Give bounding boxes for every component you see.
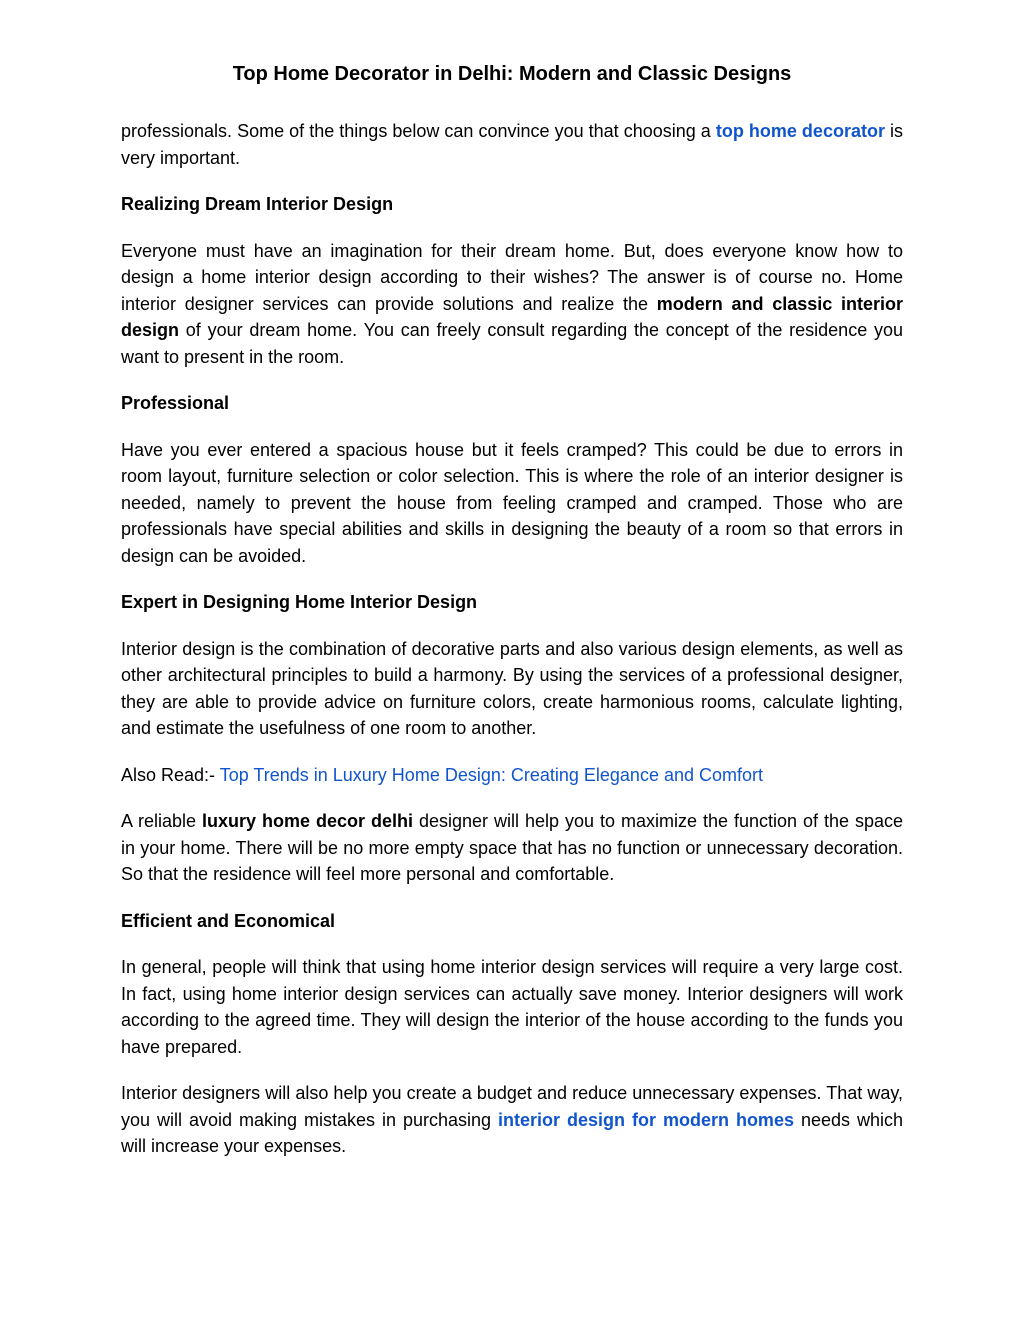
intro-paragraph	[121, 118, 903, 171]
heading-dream-interior: Realizing Dream Interior Design	[121, 194, 394, 214]
budget-text-end: needs which will increase your expenses.	[121, 1109, 903, 1156]
also-read-link[interactable]: Top Trends in Luxury Home Design: Creating Elegance and Comfort	[219, 764, 763, 785]
professional-paragraph: Have you ever entered a spacious house but it feels cramped? This could be due to errors in room layout, furniture selection or color selection. This is where the role of an interior designer is needed, namely to prevent the house from feeling cramped and cramped. Those who are professionals have special abilities and skills in designing the beauty of a room so that errors in design can be avoided.	[121, 439, 903, 566]
page-title: Top Home Decorator in Delhi: Modern and Classic Designs	[232, 63, 792, 85]
dream-text-start: Everyone must have an imagination for their dream home. But, does everyone know how to design a home interior design according to their wishes? The answer is of course no. Home interior designer services can provide solutions and realize the	[121, 240, 903, 314]
also-read-line	[121, 762, 903, 789]
top-home-decorator-link[interactable]: top home decorator	[715, 121, 885, 141]
heading-efficient: Efficient and Economical	[121, 910, 336, 931]
luxury-paragraph	[121, 808, 903, 888]
luxury-text-end: designer will help you to maximize the function of the space in your home. There will be no more empty space that has no function or unnecessary decoration. So that the residence will feel more personal and comfortable.	[121, 811, 904, 884]
intro-text-end: is very important.	[121, 121, 904, 168]
document-body	[121, 118, 903, 1180]
efficient-paragraph: In general, people will think that using home interior design services will require a very large cost. In fact, using home interior design services can actually save money. Interior designers will work according to the agreed time. They will design the interior of the house according to the funds you have prepared.	[121, 957, 903, 1057]
intro-text-start: professionals. Some of the things below can convince you that choosing a	[121, 121, 716, 141]
luxury-text-start: A reliable	[121, 811, 203, 831]
expert-paragraph: Interior design is the combination of decorative parts and also various design elements, as well as other architectural principles to build a harmony. By using the services of a professional designer, they are able to provide advice on furniture colors, create harmonious rooms, calculate lighting, and estimate the usefulness of one room to another.	[121, 638, 903, 738]
dream-text-end: of your dream home. You can freely consult regarding the concept of the residence you want to present in the room.	[121, 320, 903, 367]
heading-professional: Professional	[121, 393, 230, 413]
interior-design-modern-homes-link[interactable]: interior design for modern homes	[498, 1109, 794, 1130]
heading-expert: Expert in Designing Home Interior Design	[121, 592, 478, 612]
also-read-label: Also Read:-	[121, 764, 220, 785]
budget-text-start: Interior designers will also help you create a budget and reduce unnecessary expenses. That way, you will avoid making mistakes in purchasing	[121, 1083, 903, 1130]
luxury-bold-phrase: luxury home decor delhi	[202, 811, 413, 831]
budget-paragraph	[121, 1080, 903, 1160]
dream-bold-phrase: modern and classic interior design	[121, 293, 903, 340]
dream-paragraph	[121, 238, 903, 371]
